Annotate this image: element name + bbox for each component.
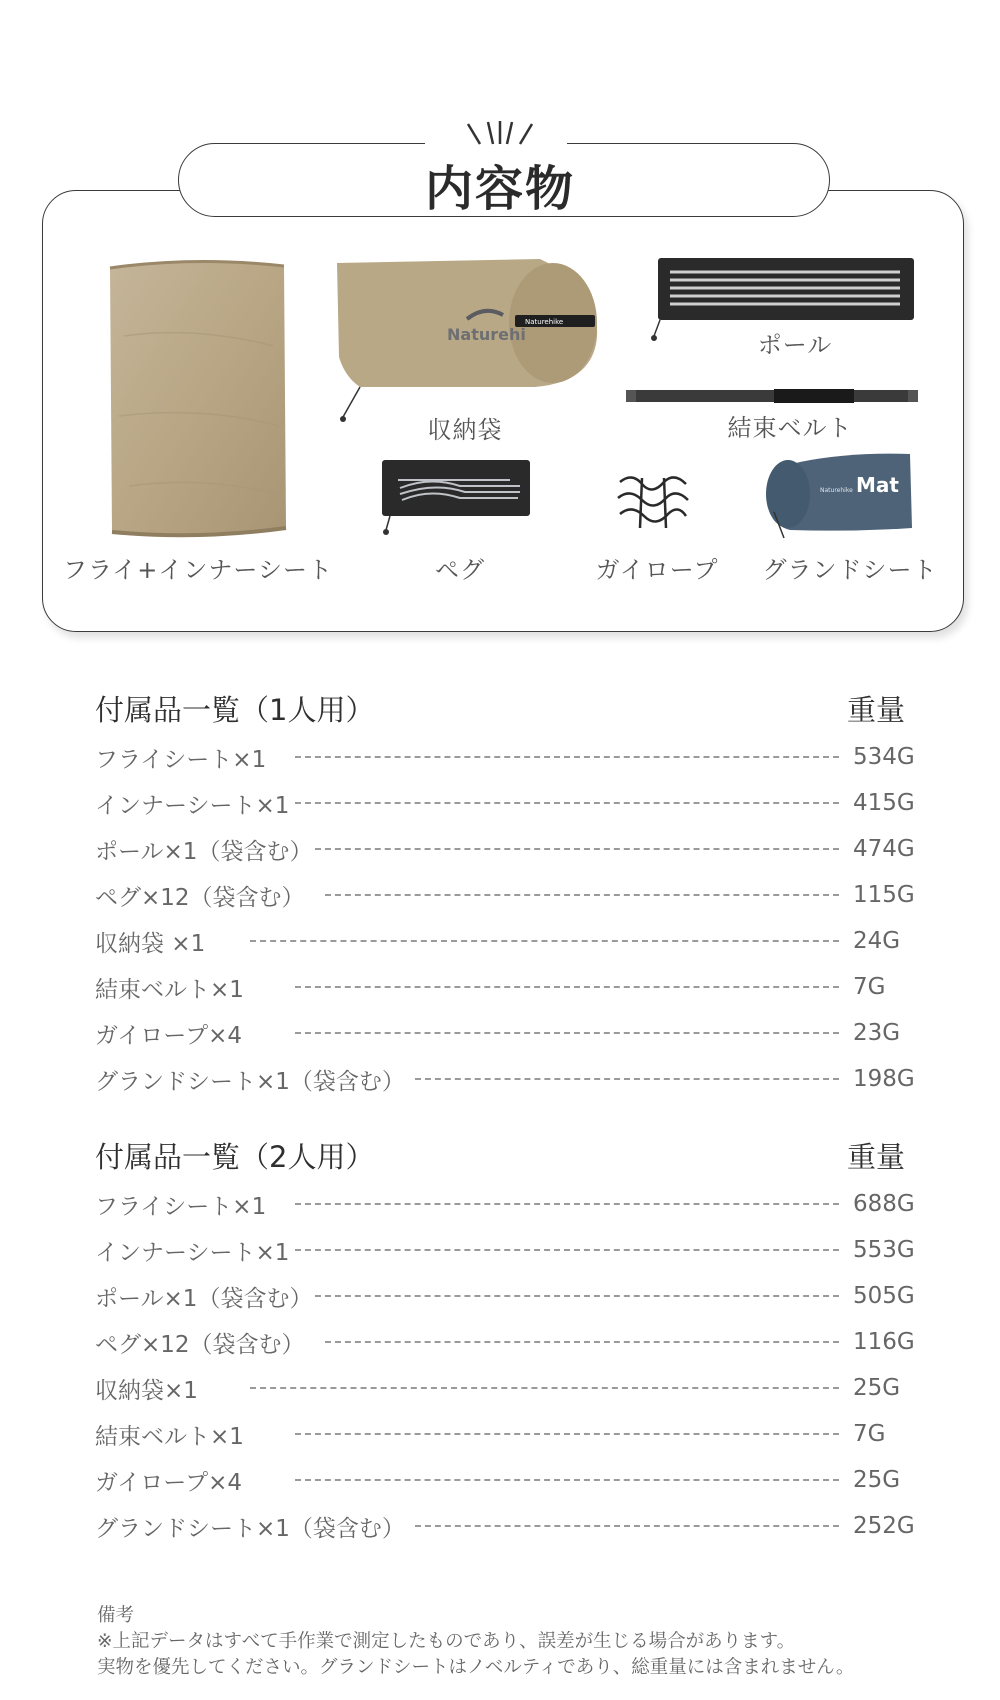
brand-logo-text: Naturehi: [447, 325, 526, 344]
belt-image: [624, 386, 920, 408]
row-name: 結束ベルト×1: [95, 976, 244, 1003]
table1-weight-heading: 重量: [847, 693, 906, 727]
svg-text:Naturehike: Naturehike: [820, 487, 853, 494]
note-line-2: 実物を優先してください。グランドシートはノベルティであり、総重量には含まれません。: [97, 1657, 855, 1678]
dotted-leader: [295, 986, 839, 988]
note: [97, 1603, 957, 1681]
item-label-ground-sheet: グランドシート: [762, 556, 938, 584]
table1-row: [95, 921, 915, 961]
row-weight: 7G: [853, 1421, 886, 1447]
row-name: ポール×1（袋含む）: [95, 1285, 313, 1312]
row-weight: 7G: [853, 974, 886, 1000]
row-name: 収納袋 ×1: [95, 930, 206, 957]
row-name: インナーシート×1: [95, 792, 290, 819]
row-name: フライシート×1: [95, 1193, 267, 1220]
row-name: ペグ×12（袋含む）: [95, 1331, 305, 1358]
table2-row: [95, 1414, 915, 1454]
fly-sheet-image: [104, 256, 289, 541]
row-name: ガイロープ×4: [95, 1469, 243, 1496]
dotted-leader: [295, 1203, 839, 1205]
table1-row: [95, 1013, 915, 1053]
row-name: インナーシート×1: [95, 1239, 290, 1266]
row-name: ガイロープ×4: [95, 1022, 243, 1049]
table1-row: [95, 737, 915, 777]
row-weight: 25G: [853, 1467, 901, 1493]
table2-row: [95, 1230, 915, 1270]
dotted-leader: [295, 802, 839, 804]
dotted-leader: [295, 1249, 839, 1251]
row-name: グランドシート×1（袋含む）: [95, 1515, 405, 1542]
item-label-peg: ペグ: [435, 556, 485, 584]
dotted-leader: [315, 1295, 839, 1297]
ground-sheet-image: [760, 450, 920, 540]
row-weight: 198G: [853, 1066, 915, 1092]
row-weight: 25G: [853, 1375, 901, 1401]
storage-bag-image: [335, 257, 605, 427]
table2-row: [95, 1506, 915, 1546]
row-weight: 415G: [853, 790, 915, 816]
title-rays-icon: [460, 118, 540, 150]
dotted-leader: [295, 1433, 839, 1435]
dotted-leader: [250, 940, 839, 942]
dotted-leader: [325, 894, 839, 896]
row-name: ポール×1（袋含む）: [95, 838, 313, 865]
note-line-1: ※上記データはすべて手作業で測定したものであり、誤差が生じる場合があります。: [97, 1631, 796, 1652]
item-label-storage-bag: 収納袋: [427, 416, 503, 444]
table2-row: [95, 1276, 915, 1316]
table1-heading: 付属品一覧（1人用）: [95, 693, 375, 727]
item-label-fly-inner: フライ+インナーシート: [63, 556, 333, 584]
row-weight: 474G: [853, 836, 915, 862]
item-label-pole: ポール: [757, 331, 833, 359]
row-weight: 553G: [853, 1237, 915, 1263]
svg-text:Naturehike: Naturehike: [525, 318, 564, 326]
peg-image: [380, 458, 535, 543]
row-name: 収納袋×1: [95, 1377, 198, 1404]
table2-heading: 付属品一覧（2人用）: [95, 1140, 375, 1174]
table2-row: [95, 1184, 915, 1224]
table1-row: [95, 967, 915, 1007]
row-weight: 688G: [853, 1191, 915, 1217]
dotted-leader: [415, 1078, 839, 1080]
table2-row: [95, 1368, 915, 1408]
dotted-leader: [325, 1341, 839, 1343]
table2-weight-heading: 重量: [847, 1140, 906, 1174]
row-name: ペグ×12（袋含む）: [95, 884, 305, 911]
row-weight: 24G: [853, 928, 901, 954]
row-weight: 23G: [853, 1020, 901, 1046]
table1-row: [95, 1059, 915, 1099]
row-weight: 252G: [853, 1513, 915, 1539]
table1-row: [95, 829, 915, 869]
dotted-leader: [415, 1525, 839, 1527]
table1-row: [95, 875, 915, 915]
note-heading: 備考: [97, 1605, 135, 1626]
mat-text: Mat: [856, 473, 899, 497]
row-weight: 115G: [853, 882, 915, 908]
row-weight: 505G: [853, 1283, 915, 1309]
dotted-leader: [295, 756, 839, 758]
dotted-leader: [295, 1032, 839, 1034]
guy-rope-image: [612, 470, 692, 535]
table2-row: [95, 1322, 915, 1362]
dotted-leader: [315, 848, 839, 850]
page-title: 内容物: [424, 161, 575, 217]
dotted-leader: [250, 1387, 839, 1389]
row-name: 結束ベルト×1: [95, 1423, 244, 1450]
table1-row: [95, 783, 915, 823]
row-name: グランドシート×1（袋含む）: [95, 1068, 405, 1095]
row-weight: 116G: [853, 1329, 915, 1355]
item-label-guy-rope: ガイロープ: [595, 556, 719, 584]
table2-row: [95, 1460, 915, 1500]
dotted-leader: [295, 1479, 839, 1481]
row-weight: 534G: [853, 744, 915, 770]
row-name: フライシート×1: [95, 746, 267, 773]
item-label-belt: 結束ベルト: [727, 414, 853, 442]
